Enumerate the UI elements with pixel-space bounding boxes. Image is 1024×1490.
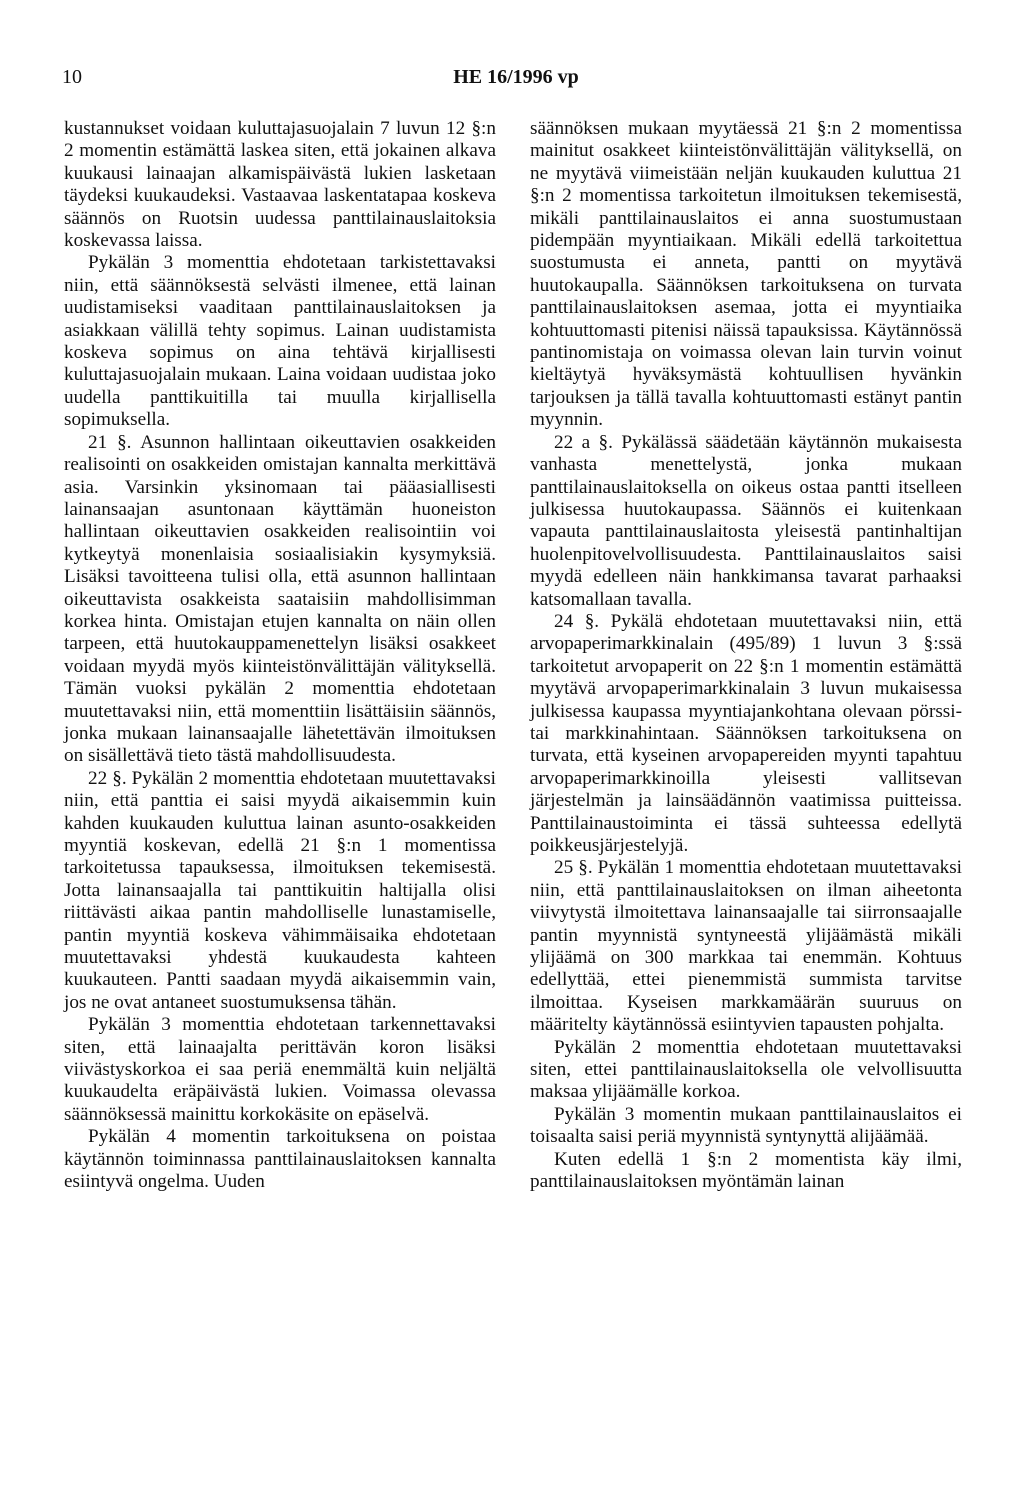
paragraph: Kuten edellä 1 §:n 2 momentista käy ilmi, panttilainauslaitoksen myöntämän lainan xyxy=(530,1148,962,1193)
paragraph: 22 §. Pykälän 2 momenttia ehdotetaan muutettavaksi niin, että panttia ei saisi myydä aikaisemmin kuin kahden kuukauden kuluttua lainan asunto-osakkeiden myyntiä koskevan, edellä 21 §:n 1 momentissa tarkoitetussa tapauksessa, ilmoituksen tekemisestä. Jotta lainansaajalla tai panttikuitin haltijalla olisi riittävästi aikaa pantin mahdolliselle lunastamiselle, pantin myyntiä koskeva vähimmäisaika ehdotetaan muutettavaksi yhdestä kuukaudesta kahteen kuukauteen. Pantti saadaan myydä aikaisemmin vain, jos ne ovat antaneet suostumuksensa tähän. xyxy=(64,767,496,1013)
paragraph: Pykälän 4 momentin tarkoituksena on poistaa käytännön toiminnassa panttilainauslaitoksen kannalta esiintyvä ongelma. Uuden xyxy=(64,1126,496,1193)
right-column xyxy=(530,118,962,1194)
page-header xyxy=(62,66,970,96)
paragraph: Pykälän 3 momentin mukaan panttilainauslaitos ei toisaalta saisi periä myynnistä syntynyttä alijäämää. xyxy=(530,1103,962,1148)
paragraph: Pykälän 2 momenttia ehdotetaan muutettavaksi siten, ettei panttilainauslaitoksella ole velvollisuutta maksaa ylijäämälle korkoa. xyxy=(530,1036,962,1103)
paragraph: Pykälän 3 momenttia ehdotetaan tarkennettavaksi siten, että lainaajalta perittävän koron lisäksi viivästyskorkoa ei saa periä enemmältä kuin neljältä kuukaudelta eräpäivästä lukien. Voimassa olevassa säännöksessä mainittu korkokäsite on epäselvä. xyxy=(64,1014,496,1125)
left-column xyxy=(64,118,496,1194)
paragraph: 22 a §. Pykälässä säädetään käytännön mukaisesta vanhasta menettelystä, jonka mukaan panttilainauslaitoksella on oikeus ostaa pantti itselleen julkisessa huutokaupassa. Säännös ei kuitenkaan vapauta panttilainauslaitosta yleisestä pantinhaltijan huolenpitovelvollisuudesta. Panttilainauslaitos saisi myydä edelleen näin hankkimansa tavarat parhaaksi katsomallaan tavalla. xyxy=(530,431,962,610)
paragraph: 25 §. Pykälän 1 momenttia ehdotetaan muutettavaksi niin, että panttilainauslaitoksen on ilman aiheetonta viivytystä ilmoitettava lainansaajalle tai siirronsaajalle pantin myynnistä syntyneestä ylijäämästä mikäli ylijäämä on 300 markkaa tai enemmän. Kohtuus edellyttää, ettei pienemmistä summista tarvitse ilmoittaa. Kyseisen markkamäärän suuruus on määritelty käytännössä esiintyvien tapausten pohjalta. xyxy=(530,857,962,1036)
paragraph: 21 §. Asunnon hallintaan oikeuttavien osakkeiden realisointi on osakkeiden omistajan kannalta merkittävä asia. Varsinkin yksinomaan tai pääasiallisesti lainansaajan asuntonaan käyttämän huoneiston hallintaan oikeuttavien osakkeiden realisointiin voi kytkeytyä monenlaisia sosiaalisiakin kysymyksiä. Lisäksi tavoitteena tulisi olla, että asunnon hallintaan oikeuttavista osakkeista saataisiin mahdollisimman korkea hinta. Omistajan etujen kannalta on näin ollen tarpeen, että huutokauppamenettelyn lisäksi osakkeet voidaan myydä myös kiinteistönvälittäjän välityksellä. Tämän vuoksi pykälän 2 momenttia ehdotetaan muutettavaksi niin, että momenttiin lisättäisiin säännös, jonka mukaan lainansaajalle lähetettävän ilmoituksen on sisällettävä tieto tästä mahdollisuudesta. xyxy=(64,431,496,767)
document-identifier: HE 16/1996 vp xyxy=(453,66,579,88)
page-number: 10 xyxy=(62,66,82,88)
paragraph: 24 §. Pykälä ehdotetaan muutettavaksi niin, että arvopaperimarkkinalain (495/89) 1 luvun 3 §:ssä tarkoitetut arvopaperit on 22 §:n 1 momentin estämättä myytävä arvopaperimarkkinalain 3 luvun mukaisessa julkisessa kaupassa myyntiajankohtana olevaan pörssi- tai markkinahintaan. Säännöksen tarkoituksena on turvata, että kyseinen arvopapereiden myynti tapahtuu arvopaperimarkkinoilla yleisesti vallitsevan järjestelmän ja lainsäädännön vaatimissa puitteissa. Panttilainaustoiminta ei tässä suhteessa edellytä poikkeusjärjestelyjä. xyxy=(530,610,962,856)
paragraph: säännöksen mukaan myytäessä 21 §:n 2 momentissa mainitut osakkeet kiinteistönvälittäjän välityksellä, on ne myytävä viimeistään neljän kuukauden kuluttua 21 §:n 2 momentissa tarkoitetun ilmoituksen tekemisestä, mikäli panttilainauslaitos ei anna suostumustaan pidempään myyntiaikaan. Mikäli edellä tarkoitettua suostumusta ei anneta, pantti on myytävä huutokaupalla. Säännöksen tarkoituksena on turvata panttilainauslaitoksen asemaa, jotta ei myyntiaika kohtuuttomasti pitenisi näissä tapauksissa. Käytännössä pantinomistaja on voimassa olevan lain turvin voinut kieltäytyä hyväksymästä kohtuullisen hyvänkin tarjouksen ja tällä tavalla kohtuuttomasti estänyt pantin myynnin. xyxy=(530,118,962,431)
paragraph: kustannukset voidaan kuluttajasuojalain 7 luvun 12 §:n 2 momentin estämättä laskea siten, että jokainen alkava kuukausi lainaajan alkamispäivästä lukien lasketaan täydeksi kuukaudeksi. Vastaavaa laskentatapaa koskeva säännös on Ruotsin uudessa panttilainauslaitoksia koskevassa laissa. xyxy=(64,118,496,252)
paragraph: Pykälän 3 momenttia ehdotetaan tarkistettavaksi niin, että säännöksestä selvästi ilmenee, että lainan uudistamiseksi vaaditaan panttilainauslaitoksen ja asiakkaan välillä tehty sopimus. Lainan uudistamista koskeva sopimus on aina tehtävä kirjallisesti kuluttajasuojalain mukaan. Laina voidaan uudistaa joko uudella panttikuitilla tai muulla kirjallisella sopimuksella. xyxy=(64,252,496,431)
